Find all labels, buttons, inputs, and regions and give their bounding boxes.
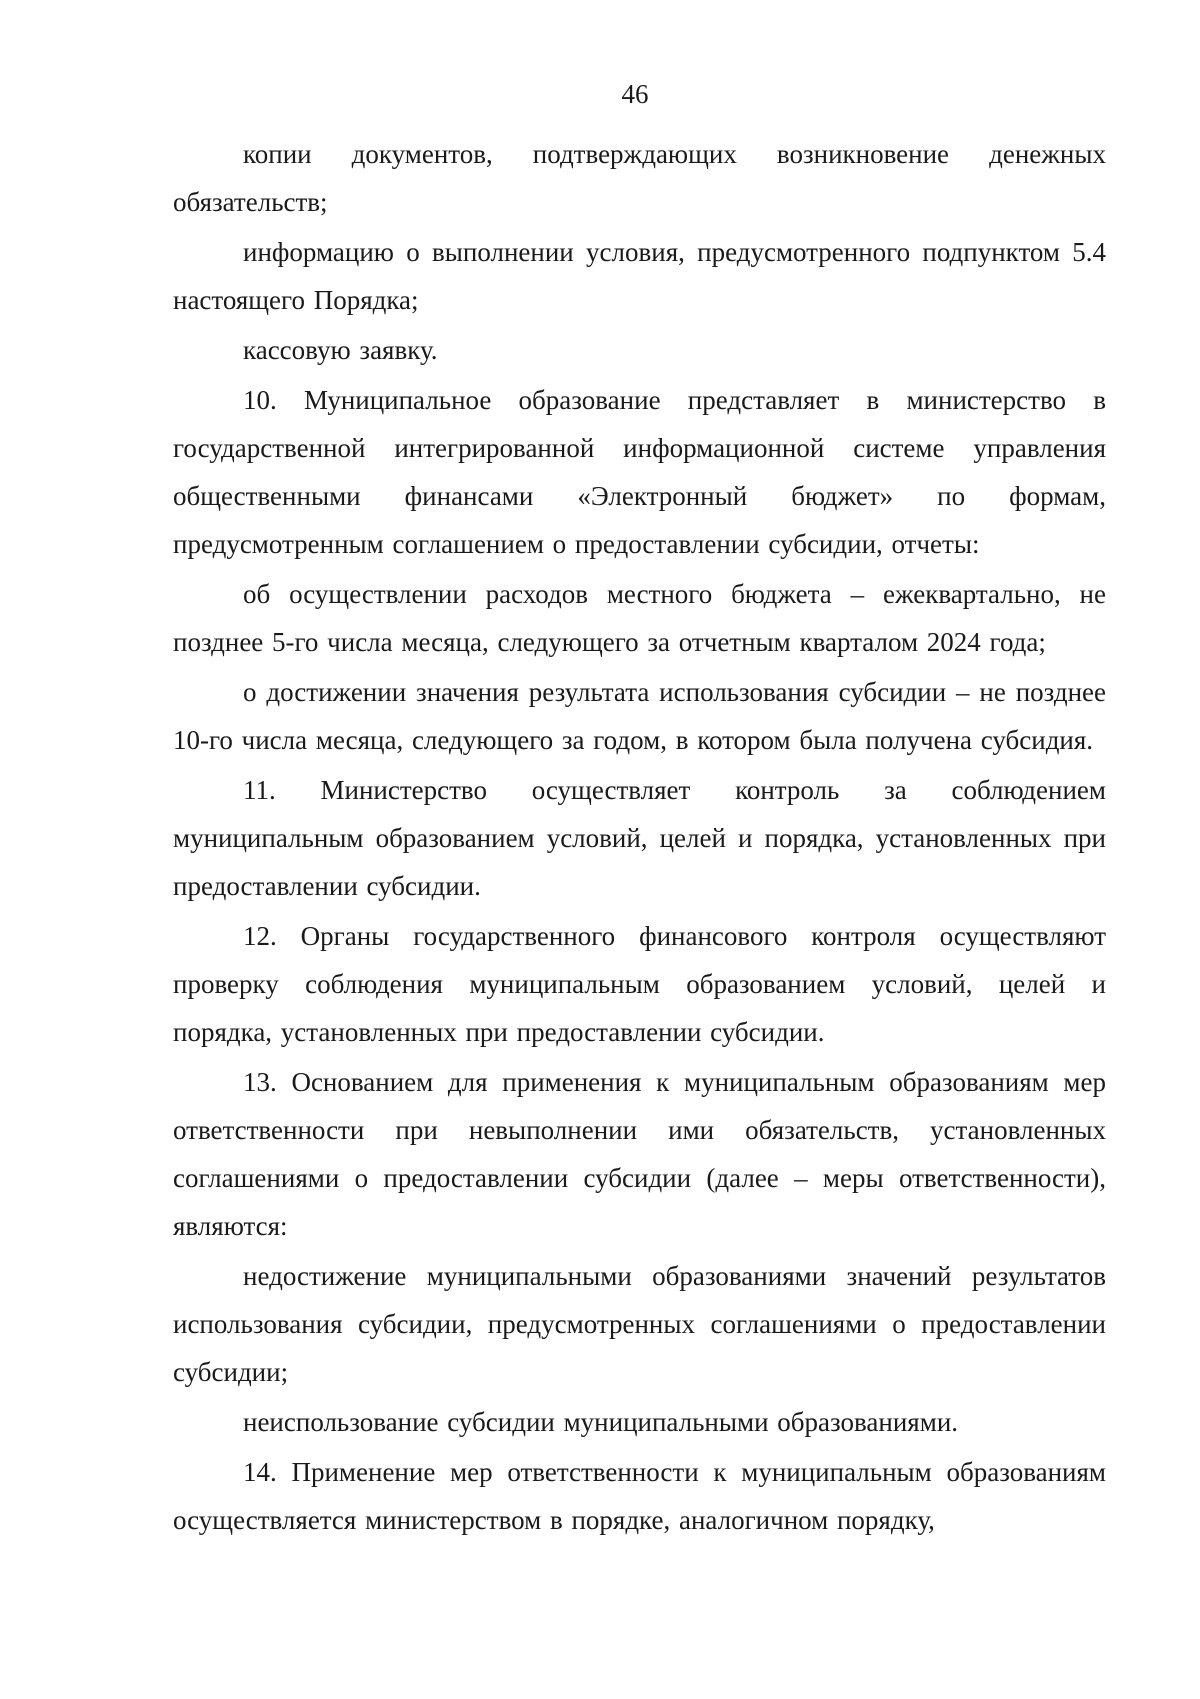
paragraph-cash-request: кассовую заявку. xyxy=(243,335,438,365)
paragraph-result-report: о достижении значения результата использования субсидии – не позднее 10-го числа месяца, следующего за годом, в котором была получена субсидия. xyxy=(173,677,1106,755)
paragraph-non-achievement: недостижение муниципальными образованиями значений результатов использования субсидии, предусмотренных соглашениями о предоставлении субсидии; xyxy=(173,1261,1106,1387)
paragraph-item-13: 13. Основанием для применения к муниципальным образованиям мер ответственности при невыполнении ими обязательств, установленных соглашениями о предоставлении субсидии (далее – меры ответственности), являются: xyxy=(173,1067,1106,1241)
paragraph-item-10: 10. Муниципальное образование представляет в министерство в государственной интегрированной информационной системе управления общественными финансами «Электронный бюджет» по формам, предусмотренным соглашением о предоставлении субсидии, отчеты: xyxy=(173,385,1106,559)
page-number: 46 xyxy=(621,79,649,109)
paragraph-item-12: 12. Органы государственного финансового контроля осуществляют проверку соблюдения муниципальным образованием условий, целей и порядка, установленных при предоставлении субсидии. xyxy=(173,921,1106,1047)
document-body xyxy=(173,130,1106,1546)
paragraph-condition-info: информацию о выполнении условия, предусмотренного подпунктом 5.4 настоящего Порядка; xyxy=(173,237,1106,315)
paragraph-expenses-report: об осуществлении расходов местного бюджета – ежеквартально, не позднее 5-го числа месяца, следующего за отчетным кварталом 2024 года; xyxy=(173,579,1106,657)
paragraph-item-14: 14. Применение мер ответственности к муниципальным образованиям осуществляется министерством в порядке, аналогичном порядку, xyxy=(173,1457,1106,1535)
paragraph-item-11: 11. Министерство осуществляет контроль за соблюдением муниципальным образованием условий, целей и порядка, установленных при предоставлении субсидии. xyxy=(173,775,1106,901)
paragraph-documents-copies: копии документов, подтверждающих возникновение денежных обязательств; xyxy=(173,139,1106,217)
paragraph-non-use: неиспользование субсидии муниципальными образованиями. xyxy=(243,1407,959,1437)
